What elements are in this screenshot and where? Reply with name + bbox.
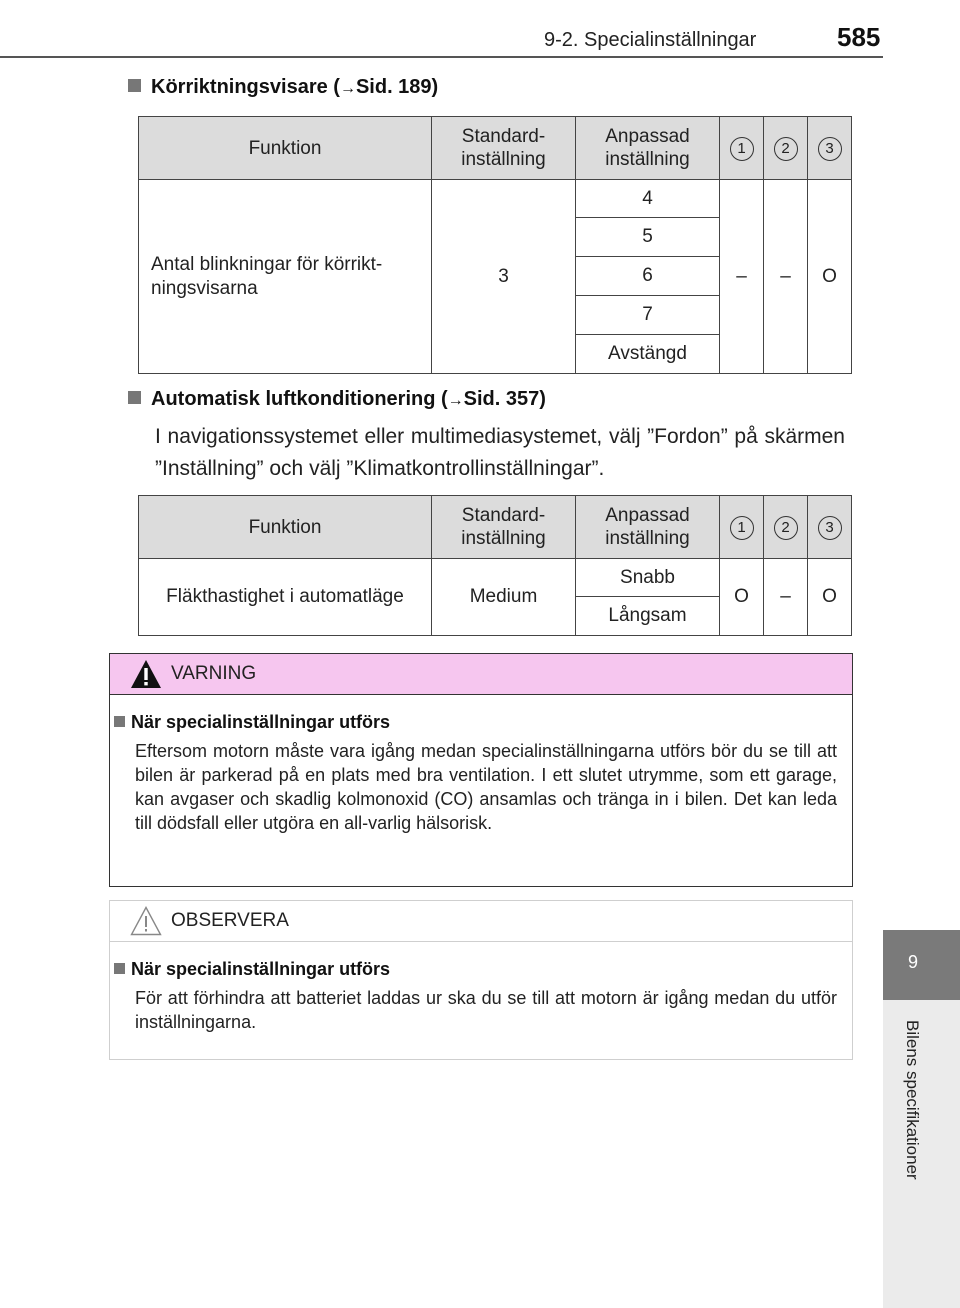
option-cell: Snabb [576,559,720,597]
col-header-function: Funktion [139,496,432,559]
chapter-label: Bilens specifikationer [903,1020,922,1180]
option-cell: 5 [576,218,720,257]
bullet-square-icon [128,79,141,92]
function-cell: Antal blinkningar för körrikt- ningsvisarna [139,180,432,374]
warning-triangle-icon [130,659,162,689]
section-title: 9-2. Specialinställningar [544,29,757,51]
option-cell: 6 [576,257,720,296]
warning-label: VARNING [171,663,257,684]
notice-box [109,900,853,1060]
option-cell: 7 [576,296,720,335]
col-header-2 [764,117,808,180]
caution-triangle-icon [130,906,162,936]
circled-number-2: 2 [774,516,798,540]
notice-label: OBSERVERA [171,910,289,931]
page-number: 585 [837,22,881,52]
page-reference: Sid. 357) [463,388,546,410]
section-heading-climate: Automatisk luftkonditionering (→Sid. 357) [128,388,546,411]
warning-subheading: När specialinställningar utförs [114,712,390,733]
bullet-square-icon [128,391,141,404]
header-rule [0,56,883,58]
chapter-number: 9 [907,952,918,972]
notice-subheading: När specialinställningar utförs [114,959,390,980]
reference-arrow-icon: → [339,80,356,97]
setting-2-cell: – [764,559,808,636]
section-heading-turn-signals: Körriktningsvisare (→Sid. 189) [128,76,438,99]
col-header-1 [720,117,764,180]
notice-text: För att förhindra att batteriet laddas ur ska du se till att motorn är igång medan du utför inställningarna. [135,988,837,1032]
warning-box [109,653,853,887]
circled-number-1: 1 [730,516,754,540]
option-cell: Avstängd [576,335,720,374]
col-header-custom: Anpassad inställning [576,117,720,180]
option-cell: 4 [576,180,720,218]
col-header-2 [764,496,808,559]
warning-header [110,654,852,695]
warning-text: Eftersom motorn måste vara igång medan specialinställningarna utförs bör du se till att bilen är parkerad på en plats med bra ventilation. I ett slutet utrymme, som ett garage, kan avgaser och skadlig kolmonoxid (CO) ansamlas och tränga in i bilen. Det kan leda till dödsfall eller utgöra en all-varlig hälsorisk. [135,741,837,833]
settings-table-climate [138,495,852,636]
circled-number-2: 2 [774,137,798,161]
col-header-function: Funktion [139,117,432,180]
col-header-3 [808,496,852,559]
default-value-cell: 3 [432,180,576,374]
instruction-paragraph: I navigationssystemet eller multimediasystemet, välj ”Fordon” på skärmen ”Inställning” och välj ”Klimatkontrollinställningar”. [155,425,845,480]
circled-number-3: 3 [818,516,842,540]
col-header-3 [808,117,852,180]
setting-2-cell: – [764,180,808,374]
setting-1-cell: – [720,180,764,374]
bullet-square-icon [114,716,125,727]
page-reference: Sid. 189) [355,76,439,98]
setting-3-cell: O [808,180,852,374]
default-value-cell: Medium [432,559,576,636]
bullet-square-icon [114,963,125,974]
settings-table-turn-signals [138,116,852,374]
option-cell: Långsam [576,597,720,636]
setting-3-cell: O [808,559,852,636]
setting-1-cell: O [720,559,764,636]
function-cell: Fläkthastighet i automatläge [139,559,432,636]
reference-arrow-icon: → [447,392,464,409]
col-header-custom: Anpassad inställning [576,496,720,559]
col-header-default: Standard- inställning [432,117,576,180]
col-header-1 [720,496,764,559]
notice-header [110,901,852,942]
circled-number-3: 3 [818,137,842,161]
col-header-default: Standard- inställning [432,496,576,559]
circled-number-1: 1 [730,137,754,161]
